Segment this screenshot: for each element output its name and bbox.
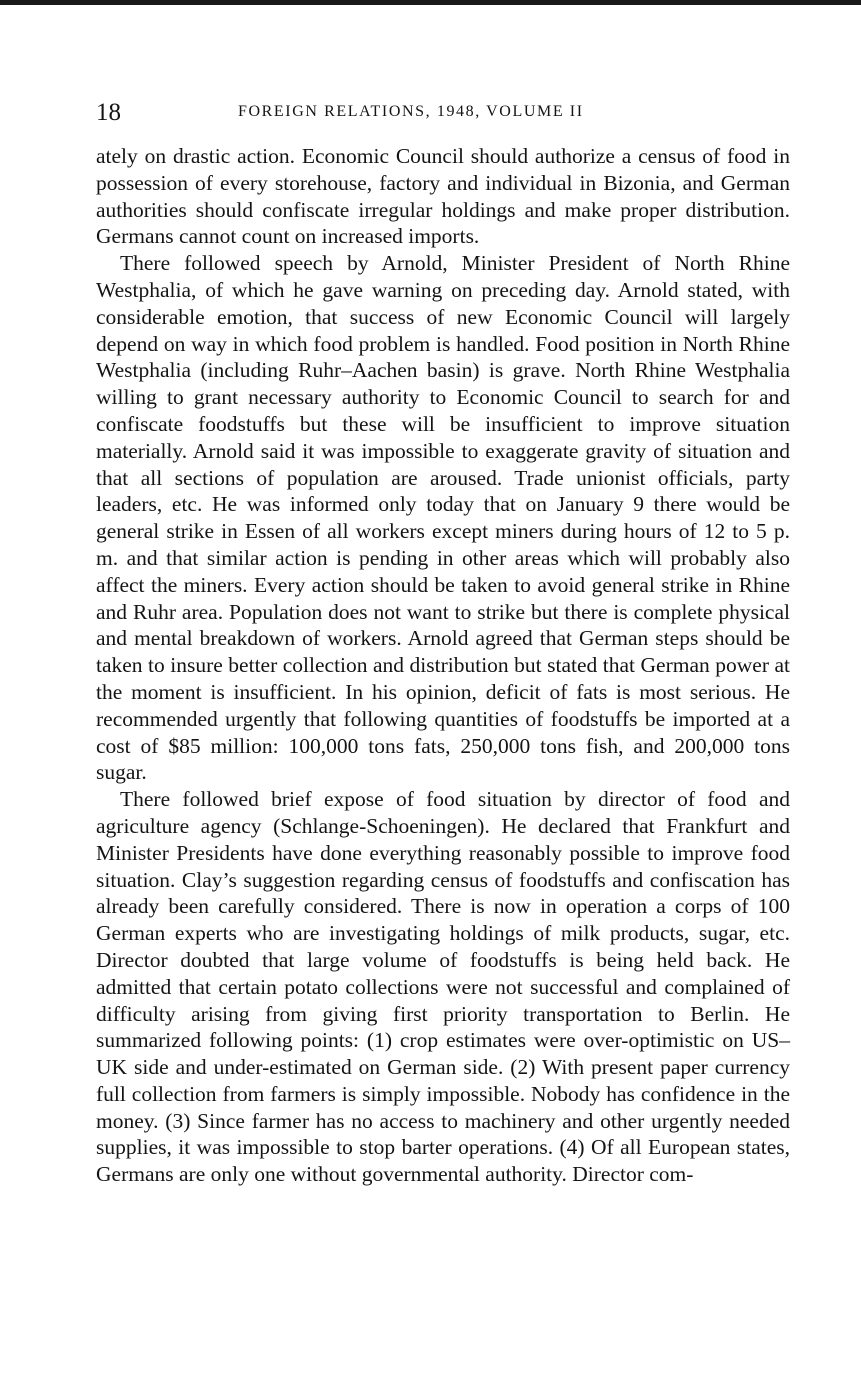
running-head (96, 96, 790, 136)
top-rule (0, 0, 861, 5)
page-number: 18 (96, 99, 121, 126)
document-page (96, 96, 790, 1188)
paragraph-arnold-speech: There followed speech by Arnold, Minister President of North Rhine Westphalia, of which he gave warning on preceding day. Arnold stated, with considerable emotion, that success of new Economic Council will largely depend on way in which food problem is handled. Food position in North Rhine Westphalia (including Ruhr–Aachen basin) is grave. North Rhine Westphalia willing to grant necessary authority to Economic Council to search for and confiscate foodstuffs but these will be insufficient to improve situation materially. Arnold said it was impossible to exaggerate gravity of situation and that all sections of population are aroused. Trade unionist officials, party leaders, etc. He was informed only today that on January 9 there would be general strike in Essen of all workers except miners during hours of 12 to 5 p. m. and that similar action is pending in other areas which will probably also affect the miners. Every action should be taken to avoid general strike in Rhine and Ruhr area. Population does not want to strike but there is complete physical and mental breakdown of workers. Arnold agreed that German steps should be taken to insure better collection and distribution but stated that German power at the moment is insufficient. In his opinion, deficit of fats is most serious. He recommended urgently that following quantities of foodstuffs be imported at a cost of $85 million: 100,000 tons fats, 250,000 tons fish, and 200,000 tons sugar. (96, 251, 790, 785)
body-text (96, 143, 790, 1188)
running-title: FOREIGN RELATIONS, 1948, VOLUME II (238, 103, 584, 120)
paragraph-continuation: ately on drastic action. Economic Council should authorize a census of food in possession of every storehouse, factory and individual in Bizonia, and German authorities should confiscate irregular holdings and make proper distribution. Germans cannot count on increased imports. (96, 144, 790, 249)
paragraph-director-expose: There followed brief expose of food situation by director of food and agriculture agency (Schlange-Schoeningen). He declared that Frankfurt and Minister Presidents have done everything reasonably possible to improve food situation. Clay’s suggestion regarding census of foodstuffs and confiscation has already been carefully considered. There is now in operation a corps of 100 German experts who are investigating holdings of milk products, sugar, etc. Director doubted that large volume of foodstuffs is being held back. He admitted that certain potato collections were not successful and complained of difficulty arising from giving first priority transportation to Berlin. He summarized following points: (1) crop estimates were over-optimistic on US–UK side and under-estimated on German side. (2) With present paper currency full collection from farmers is simply impossible. Nobody has confidence in the money. (3) Since farmer has no access to machinery and other urgently needed supplies, it was impossible to stop barter operations. (4) Of all European states, Germans are only one without governmental authority. Director com- (96, 787, 790, 1187)
